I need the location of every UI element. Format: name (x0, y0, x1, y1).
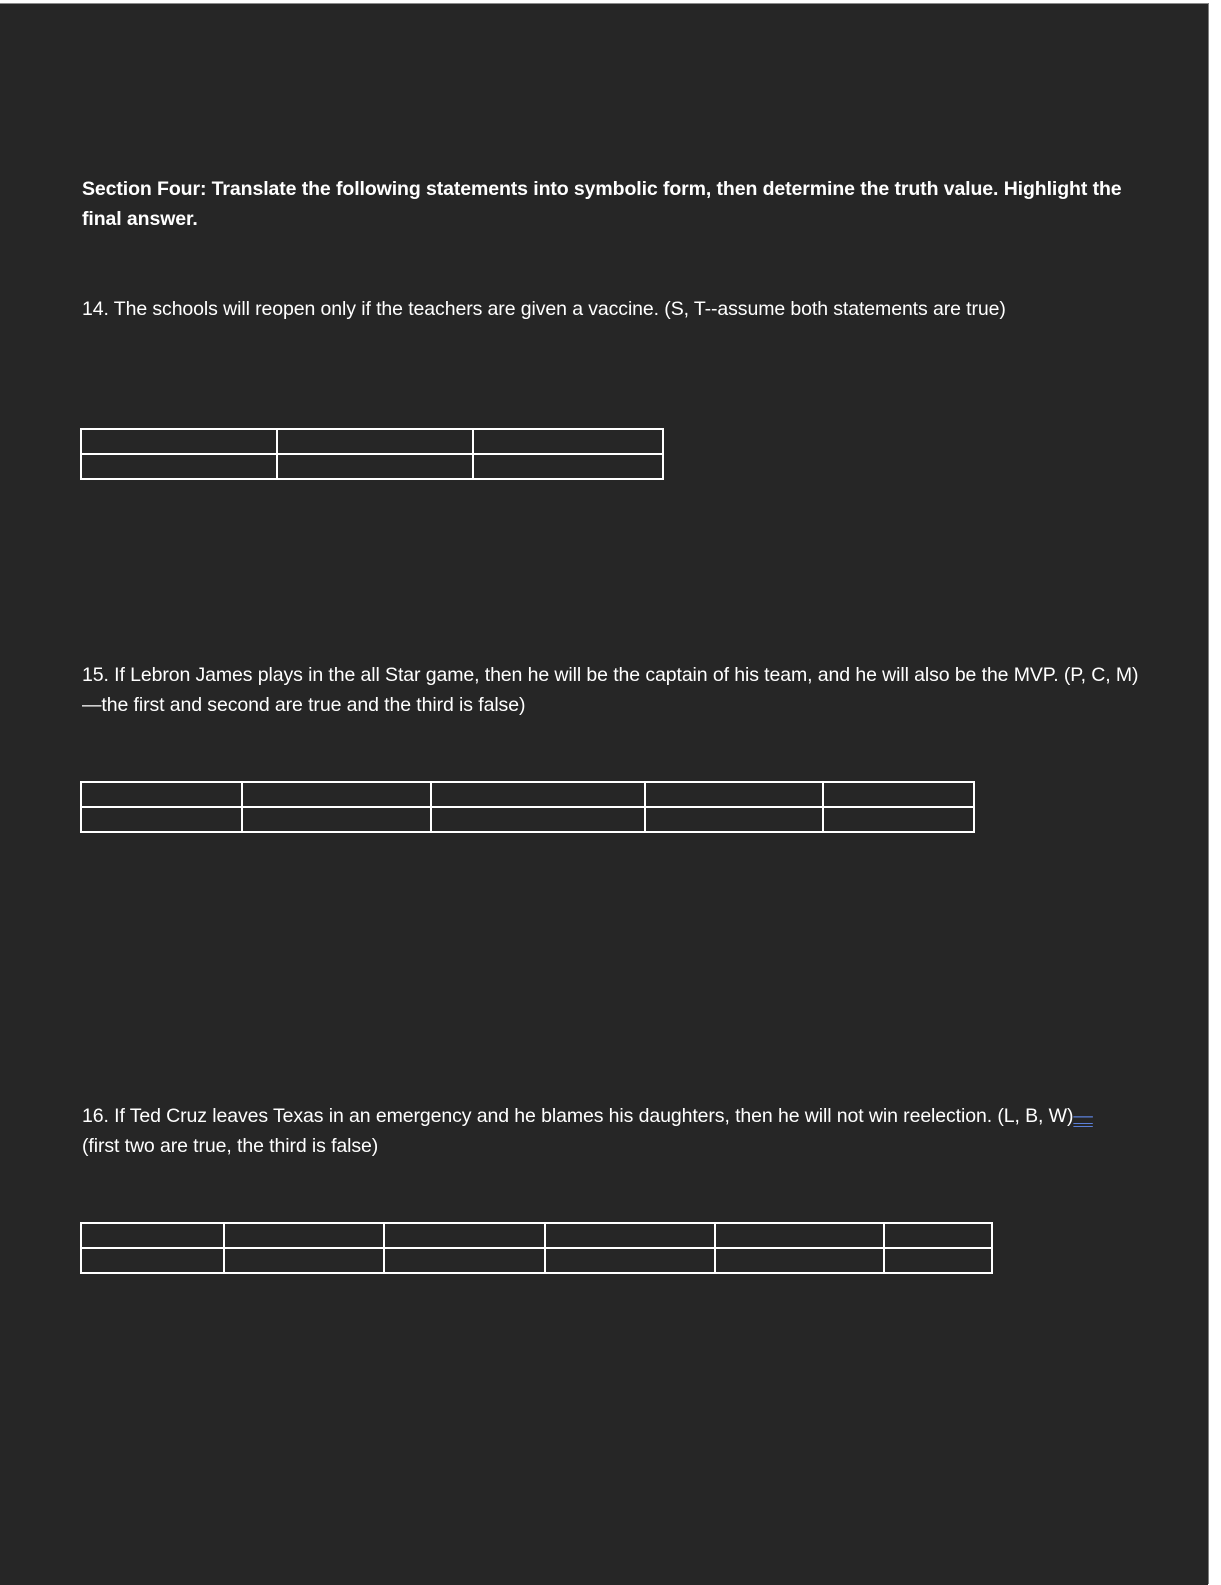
page-edge (1208, 3, 1221, 1584)
table-cell[interactable] (277, 429, 473, 454)
table-row (81, 429, 663, 454)
table-cell[interactable] (884, 1223, 992, 1248)
section-heading: Section Four: Translate the following statements into symbolic form, then determine the truth value. Highlight the final answer. (82, 178, 1122, 230)
table-cell[interactable] (473, 429, 663, 454)
question-16-answer-table (80, 1222, 993, 1274)
table-cell[interactable] (545, 1248, 715, 1273)
table-cell[interactable] (545, 1223, 715, 1248)
table-cell[interactable] (81, 454, 277, 479)
table-cell[interactable] (431, 807, 645, 832)
table-cell[interactable] (884, 1248, 992, 1273)
table-cell[interactable] (224, 1223, 384, 1248)
table-cell[interactable] (715, 1223, 884, 1248)
question-16-continuation: (first two are true, the third is false) (82, 1135, 379, 1157)
table-cell[interactable] (242, 782, 431, 807)
table-row (81, 454, 663, 479)
table-cell[interactable] (384, 1223, 545, 1248)
table-cell[interactable] (277, 454, 473, 479)
table-row (81, 782, 974, 807)
table-cell[interactable] (645, 782, 823, 807)
table-cell[interactable] (823, 782, 974, 807)
table-cell[interactable] (81, 782, 242, 807)
table-cell[interactable] (81, 429, 277, 454)
table-cell[interactable] (81, 807, 242, 832)
table-cell[interactable] (473, 454, 663, 479)
table-cell[interactable] (431, 782, 645, 807)
table-cell[interactable] (242, 807, 431, 832)
question-14-answer-table (80, 428, 664, 480)
table-cell[interactable] (823, 807, 974, 832)
question-16-statement: 16. If Ted Cruz leaves Texas in an emergency and he blames his daughters, then he will not win reelection. (L, B, W) (82, 1105, 1074, 1127)
table-cell[interactable] (645, 807, 823, 832)
table-cell[interactable] (81, 1223, 224, 1248)
question-14-text: 14. The schools will reopen only if the teachers are given a vaccine. (S, T--assume both statements are true) (82, 298, 1006, 320)
table-row (81, 1223, 992, 1248)
question-15-answer-table (80, 781, 975, 833)
table-row (81, 807, 974, 832)
track-change-mark[interactable]: — (1073, 1105, 1093, 1127)
question-15-text: 15. If Lebron James plays in the all Star game, then he will be the captain of his team, and he will also be the MVP. (P, C, M)—the first and second are true and the third is false) (82, 664, 1139, 716)
table-cell[interactable] (715, 1248, 884, 1273)
table-cell[interactable] (384, 1248, 545, 1273)
table-cell[interactable] (81, 1248, 224, 1273)
table-row (81, 1248, 992, 1273)
table-cell[interactable] (224, 1248, 384, 1273)
question-16-text (82, 1101, 1142, 1161)
